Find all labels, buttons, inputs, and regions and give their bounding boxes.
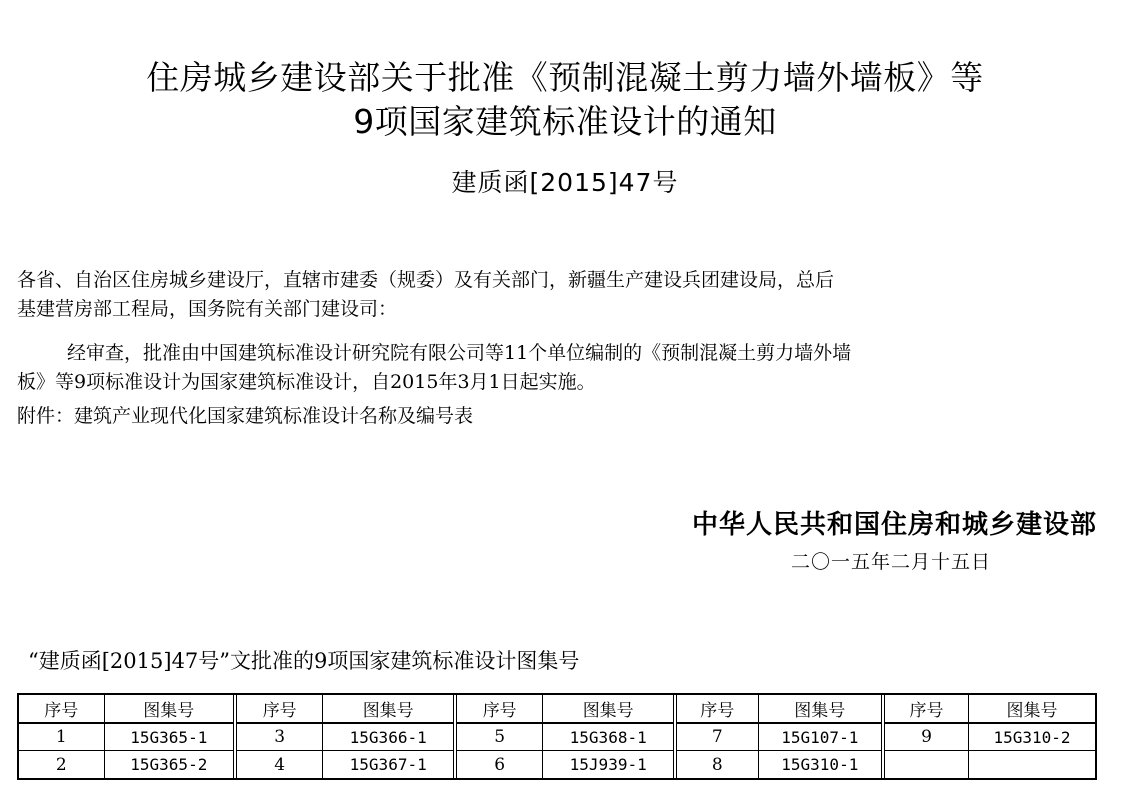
table-header-row (677, 695, 881, 722)
table-row (237, 722, 453, 751)
table-group-1 (19, 695, 233, 778)
table-row (885, 750, 1095, 778)
seq-cell: 7 (677, 724, 759, 751)
code-cell: 15G310-2 (993, 727, 1071, 747)
table-row (457, 722, 673, 751)
table-caption: “建质函[2015]47号”文批准的9项国家建筑标准设计图集号 (28, 649, 580, 673)
issuing-authority: 中华人民共和国住房和城乡建设部 (691, 510, 1097, 540)
code-cell: 15G107-1 (781, 727, 859, 747)
table-header-row (19, 695, 233, 722)
code-cell: 15G367-1 (349, 755, 427, 775)
seq-cell: 9 (885, 724, 969, 751)
code-cell: 15G366-1 (349, 727, 427, 747)
seq-cell: 8 (677, 751, 759, 778)
table-row (237, 750, 453, 778)
recipients-line-2: 基建营房部工程局，国务院有关部门建设司： (17, 298, 398, 320)
content-line-1: 经审查，批准由中国建筑标准设计研究院有限公司等11个单位编制的《预制混凝土剪力墙外墙 (67, 342, 852, 364)
code-cell: 15G310-1 (781, 755, 859, 775)
header-seq: 序号 (237, 695, 323, 722)
content-line-2: 板》等9项标准设计为国家建筑标准设计，自2015年3月1日起实施。 (17, 371, 596, 393)
seq-cell (885, 751, 969, 778)
code-cell: 15G365-1 (130, 727, 208, 747)
seq-cell: 2 (19, 751, 105, 778)
notice-title-line-1: 住房城乡建设部关于批准《预制混凝土剪力墙外墙板》等 (146, 58, 984, 97)
notice-title-line-2: 9项国家建筑标准设计的通知 (353, 102, 777, 141)
code-cell: 15J939-1 (569, 755, 647, 775)
recipients-line-1: 各省、自治区住房城乡建设厅，直辖市建委（规委）及有关部门，新疆生产建设兵团建设局，总后 (17, 269, 835, 291)
table-group-3 (453, 695, 673, 778)
attachment-line: 附件：建筑产业现代化国家建筑标准设计名称及编号表 (17, 405, 474, 427)
seq-cell: 3 (237, 724, 323, 751)
table-group-5 (881, 695, 1095, 778)
header-seq: 序号 (19, 695, 105, 722)
seq-cell: 6 (457, 751, 543, 778)
code-cell: 15G365-2 (130, 755, 208, 775)
table-row (457, 750, 673, 778)
code-cell (969, 751, 1095, 778)
header-seq: 序号 (885, 695, 969, 722)
table-row (19, 750, 233, 778)
table-header-row (457, 695, 673, 722)
table-row (885, 722, 1095, 751)
header-code: 图集号 (143, 700, 195, 721)
header-code: 图集号 (362, 700, 414, 721)
table-header-row (885, 695, 1095, 722)
issue-date: 二〇一五年二月十五日 (790, 551, 991, 573)
header-seq: 序号 (677, 695, 759, 722)
table-group-2 (233, 695, 453, 778)
header-code: 图集号 (794, 700, 846, 721)
header-code: 图集号 (582, 700, 634, 721)
document-number: 建质函[2015]47号 (451, 168, 679, 197)
table-row (677, 750, 881, 778)
code-cell: 15G368-1 (569, 727, 647, 747)
header-seq: 序号 (457, 695, 543, 722)
header-code: 图集号 (1006, 700, 1058, 721)
table-row (19, 722, 233, 751)
seq-cell: 1 (19, 724, 105, 751)
table-header-row (237, 695, 453, 722)
seq-cell: 4 (237, 751, 323, 778)
seq-cell: 5 (457, 724, 543, 751)
table-row (677, 722, 881, 751)
table-group-4 (673, 695, 881, 778)
atlas-number-table (17, 693, 1097, 780)
